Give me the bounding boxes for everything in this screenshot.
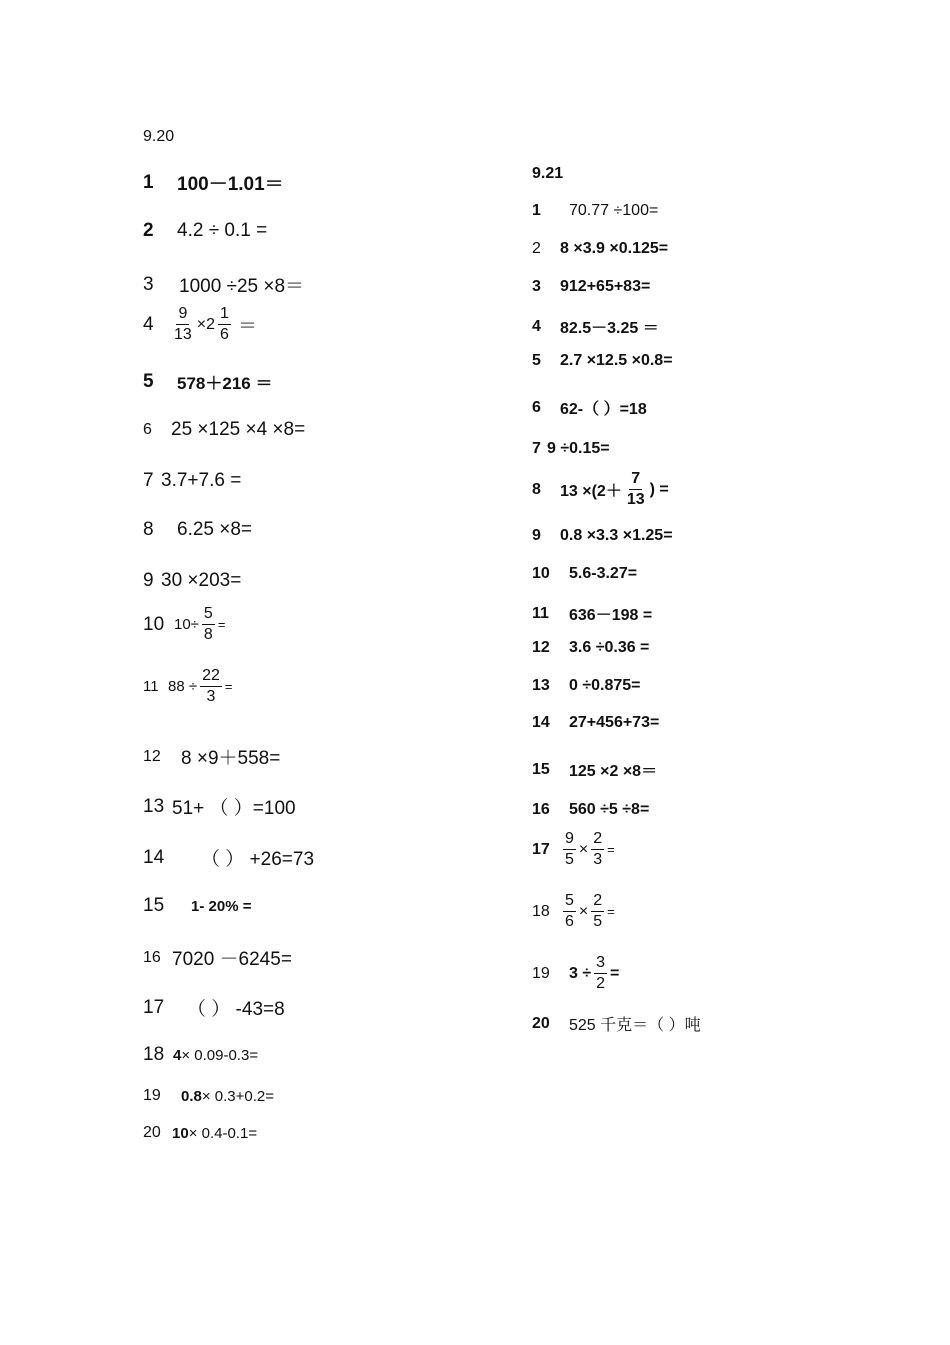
problem-number: 5: [532, 352, 541, 369]
problem-expression: 10÷ $\frac{5}{8}$ =: [174, 605, 226, 643]
problem-number: 16: [532, 801, 550, 818]
problem-number: 19: [532, 964, 550, 982]
problem-number: 1: [532, 202, 541, 219]
left-problem-13: [143, 793, 296, 820]
right-date: 9.21: [532, 165, 564, 182]
left-problem-8: [143, 519, 252, 541]
right-problem-7: [532, 440, 610, 458]
problem-expression: 8 ×9＋558=: [181, 748, 281, 769]
fraction: $\frac{5}{6}$: [565, 892, 574, 930]
left-problem-11: [143, 668, 232, 705]
problem-expression: 4 × 0.09-0.3=: [173, 1046, 259, 1064]
problem-number: 11: [532, 604, 549, 622]
problem-number: 16: [143, 948, 161, 966]
fraction: $\frac{1}{6}$: [220, 305, 229, 343]
problem-expression: 5.6-3.27=: [569, 565, 638, 582]
fraction: $\frac{3}{2}$: [596, 954, 606, 992]
problem-expression: 27+456+73=: [569, 714, 660, 731]
right-problem-10: [532, 565, 637, 583]
problem-expression: 578＋216 ＝: [177, 374, 273, 393]
problem-expression: （ ） +26=73: [201, 849, 315, 870]
problem-number: 4: [532, 317, 541, 335]
problem-number: 9: [532, 527, 541, 544]
left-problem-16: [143, 944, 292, 971]
problem-expression: 62-（ ）=18: [560, 401, 647, 418]
problem-number: 3: [532, 278, 541, 295]
right-problem-17: [532, 831, 615, 868]
problem-number: 15: [143, 895, 165, 916]
left-problem-20: [143, 1124, 257, 1142]
problem-expression: 6.25 ×8=: [177, 519, 253, 540]
problem-number: 6: [532, 398, 541, 416]
problem-number: 12: [532, 639, 550, 656]
problem-number: 12: [143, 747, 161, 765]
fraction: $\frac{2}{5}$: [593, 892, 603, 930]
fraction: $\frac{7}{13}$: [626, 470, 645, 508]
problem-expression: 70.77 ÷100=: [569, 202, 659, 219]
problem-number: 20: [532, 1014, 550, 1032]
problem-number: 19: [143, 1087, 161, 1104]
problem-number: 14: [143, 846, 165, 868]
problem-number: 3: [143, 273, 154, 295]
problem-number: 17: [143, 996, 165, 1018]
problem-number: 18: [143, 1044, 165, 1065]
problem-number: 1: [143, 171, 154, 193]
left-problem-2: [143, 220, 267, 242]
problem-number: 11: [143, 678, 159, 695]
problem-number: 5: [143, 370, 154, 392]
problem-number: 13: [143, 795, 165, 817]
right-problem-1: [532, 202, 658, 220]
problem-expression: 88 ÷ $\frac{22}{3}$ =: [168, 667, 233, 705]
problem-number: 10: [532, 565, 550, 582]
right-problem-16: [532, 801, 649, 819]
left-problem-9: [143, 570, 241, 592]
left-problem-18: [143, 1044, 258, 1066]
problem-expression: 3.7+7.6 =: [161, 470, 242, 491]
problem-number: 13: [532, 677, 550, 694]
left-problem-15: [143, 895, 251, 917]
problem-expression: 0.8 × 0.3+0.2=: [181, 1087, 275, 1105]
problem-expression: 30 ×203=: [161, 570, 242, 591]
problem-expression: 525 千克＝（ ）吨: [569, 1017, 701, 1034]
problem-number: 10: [143, 613, 165, 635]
right-problem-8: [532, 471, 669, 508]
problem-expression: 0 ÷0.875=: [569, 677, 641, 694]
problem-expression: 3.6 ÷0.36 =: [569, 639, 650, 656]
problem-expression: 10 × 0.4-0.1=: [172, 1124, 258, 1142]
right-problem-13: [532, 677, 641, 695]
problem-expression: 560 ÷5 ÷8=: [569, 801, 650, 818]
problem-expression: 125 ×2 ×8＝: [569, 763, 658, 780]
problem-expression: 0.8 ×3.3 ×1.25=: [560, 527, 673, 544]
problem-expression: 7020 －6245=: [172, 949, 292, 970]
left-problem-17: [143, 994, 285, 1021]
right-problem-3: [532, 278, 650, 296]
left-problem-6: [143, 419, 305, 441]
fraction: $\frac{5}{8}$: [203, 605, 213, 643]
problem-expression: 2.7 ×12.5 ×0.8=: [560, 352, 673, 369]
problem-expression: 13 ×(2＋ $\frac{7}{13}$ ) =: [560, 470, 669, 508]
left-problem-5: [143, 369, 272, 394]
problem-expression: 912+65+83=: [560, 278, 651, 295]
problem-expression: $\frac{5}{6}$ × $\frac{2}{5}$ =: [565, 892, 615, 930]
fraction: $\frac{2}{3}$: [593, 830, 603, 868]
right-problem-12: [532, 639, 649, 657]
right-problem-6: [532, 396, 647, 419]
problem-number: 8: [143, 519, 154, 540]
problem-number: 4: [143, 313, 154, 335]
right-problem-11: [532, 602, 652, 625]
problem-number: 14: [532, 714, 550, 731]
problem-expression: 51+ （ ）=100: [172, 798, 296, 819]
right-problem-15: [532, 758, 657, 781]
left-problem-12: [143, 743, 280, 770]
right-problem-2: [532, 240, 668, 258]
problem-number: 8: [532, 480, 541, 498]
fraction: $\frac{22}{3}$: [202, 667, 220, 705]
problem-expression: 8 ×3.9 ×0.125=: [560, 240, 669, 257]
problem-expression: 4.2 ÷ 0.1 =: [177, 220, 268, 241]
problem-expression: 25 ×125 ×4 ×8=: [171, 419, 306, 440]
problem-number: 9: [143, 570, 154, 591]
left-problem-10: [143, 606, 225, 643]
problem-expression: 1000 ÷25 ×8＝: [179, 276, 305, 297]
problem-expression: 100－1.01＝: [177, 174, 284, 195]
problem-number: 20: [143, 1124, 161, 1141]
problem-expression: $\frac{9}{13}$ ×2 $\frac{1}{6}$ ＝: [174, 305, 257, 343]
problem-expression: （ ） -43=8: [187, 999, 285, 1020]
problem-expression: 9 ÷0.15=: [547, 440, 610, 457]
problem-number: 2: [143, 220, 154, 241]
right-problem-18: [532, 893, 615, 930]
left-problem-14: [143, 844, 314, 871]
problem-expression: 3 ÷ $\frac{3}{2}$ =: [569, 954, 620, 992]
right-problem-5: [532, 352, 673, 370]
right-problem-4: [532, 315, 659, 338]
problem-number: 6: [143, 421, 152, 438]
left-problem-1: [143, 169, 284, 196]
fraction: $\frac{9}{5}$: [565, 830, 574, 868]
left-problem-19: [143, 1087, 274, 1105]
right-problem-19: [532, 955, 619, 992]
problem-number: 2: [532, 240, 541, 257]
problem-expression: 82.5－3.25 ＝: [560, 320, 659, 337]
problem-number: 18: [532, 902, 550, 920]
problem-number: 7: [143, 470, 154, 491]
problem-expression: 1- 20% =: [191, 897, 252, 915]
problem-number: 15: [532, 760, 550, 778]
right-problem-14: [532, 714, 659, 732]
left-problem-7: [143, 470, 241, 492]
fraction: $\frac{9}{13}$: [174, 305, 192, 343]
right-problem-20: [532, 1012, 701, 1035]
problem-expression: $\frac{9}{5}$ × $\frac{2}{3}$ =: [565, 830, 615, 868]
right-problem-9: [532, 527, 673, 545]
problem-expression: 636－198 =: [569, 607, 653, 624]
left-problem-4: [143, 306, 257, 343]
problem-number: 17: [532, 840, 550, 858]
left-date: 9.20: [143, 128, 175, 145]
left-problem-3: [143, 271, 304, 298]
problem-number: 7: [532, 440, 541, 457]
